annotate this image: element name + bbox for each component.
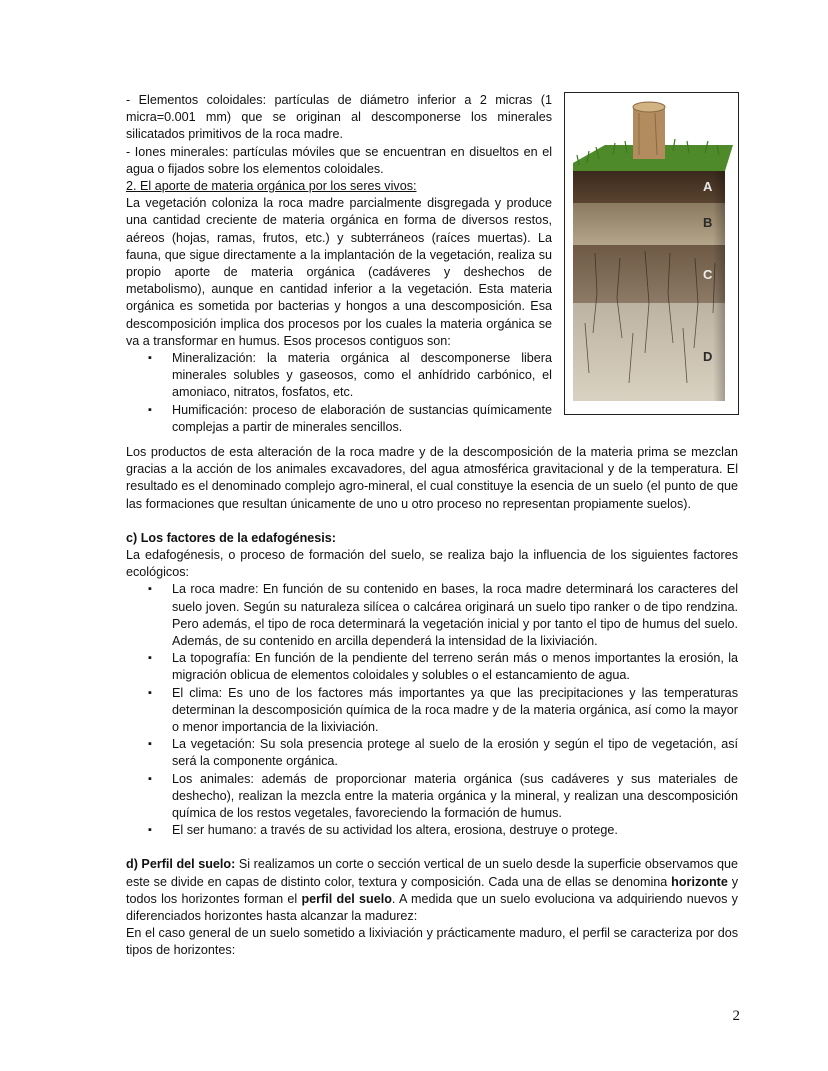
factores-intro: La edafogénesis, o proceso de formación del suelo, se realiza bajo la influencia de los siguientes factores ecológicos:: [126, 548, 738, 580]
horizon-label: C: [703, 267, 713, 282]
list-item: ▪ Los animales: además de proporcionar materia orgánica (sus cadáveres y sus materiales de deshecho), realizan la mezcla entre la materia orgánica y la mineral, y realizan una descomposición química de los restos vegetales, favoreciendo la formación de humus.: [126, 771, 738, 823]
productos-paragraph: Los productos de esta alteración de la roca madre y de la descomposición de la materia prima se mezclan gracias a la acción de los animales excavadores, del agua atmosférica gravitacional y de la temperatura. El resultado es el denominado complejo agro-mineral, el cual constituye la esencia de un suelo (el punto de que las formaciones que resultan únicamente de uno u otro proceso no representan propiamente suelos).: [126, 445, 738, 511]
list-item: ▪ El clima: Es uno de los factores más importantes ya que las precipitaciones y las temperaturas determinan la descomposición química de la roca madre y de la materia orgánica, así como la mayor o menor importancia de la lixiviación.: [126, 685, 738, 737]
list-item: ▪ Mineralización: la materia orgánica al descomponerse libera minerales solubles y gaseosos, como el anhídrido carbónico, el amoniaco, nitratos, fosfatos, etc.: [126, 350, 552, 402]
list-item: ▪ El ser humano: a través de su actividad los altera, erosiona, destruye o protege.: [126, 822, 738, 839]
list-item: ▪ La topografía: En función de la pendiente del terreno serán más o menos importantes la erosión, la migración oblicua de elementos coloidales y solubles o el estancamiento de agua.: [126, 650, 738, 684]
soil-profile-illustration: [565, 93, 738, 414]
top-text-column: [126, 92, 552, 436]
procesos-list: [126, 350, 552, 436]
horizonte-term: horizonte: [671, 874, 728, 889]
top-section: [126, 92, 738, 444]
soil-profile-figure: [564, 92, 739, 415]
document-page: [126, 92, 738, 960]
horizon-label: D: [703, 349, 713, 364]
aporte-paragraph: La vegetación coloniza la roca madre parcialmente disgregada y produce una cantidad creciente de materia orgánica en forma de diversos restos, aéreos (hojas, ramas, frutos, etc.) y subterráneos (raíces muertas). La fauna, que sigue directamente a la implantación de la vegetación, realiza su propio aporte de materia orgánica (cadáveres y deshechos de metabolismo), aunque en cantidad inferior a la vegetación. Esta materia orgánica es sometida por bacterias y hongos a una descomposición. Esa descomposición implica dos procesos por los cuales la materia orgánica se va a transformar en humus. Esos procesos contiguos son:: [126, 196, 552, 348]
iones-paragraph: - Iones minerales: partículas móviles que se encuentran en disueltos en el agua o fijados sobre los elementos coloidales.: [126, 144, 552, 176]
tree-stump: [633, 107, 665, 159]
perfil-text: . A medida que un suelo evoluciona va adquiriendo nuevos y diferenciados horizontes hasta alcanzar la madurez:: [126, 891, 738, 924]
perfil-heading: d) Perfil del suelo:: [126, 857, 236, 872]
factores-heading: [126, 530, 738, 547]
list-item: ▪ La roca madre: En función de su contenido en bases, la roca madre determinará los caracteres del suelo joven. Según su naturaleza silícea o calcárea originará un suelo tipo ranker o de tipo rendzina. Pero además, el tipo de roca determinará la vegetación inicial y por tanto el tipo de humus del suelo. Además, de su contenido en arcilla dependerá la intensidad de la lixiviación.: [126, 581, 738, 650]
factores-heading-text: c) Los factores de la edafogénesis:: [126, 530, 336, 545]
horizon-label: A: [703, 179, 713, 194]
list-item: ▪ Humificación: proceso de elaboración de sustancias químicamente complejas a partir de minerales sencillos.: [126, 402, 552, 436]
perfil-paragraph: [126, 856, 738, 925]
perfil-term: perfil del suelo: [301, 891, 392, 906]
aporte-heading: 2. El aporte de materia orgánica por los seres vivos:: [126, 179, 417, 194]
factores-list: [126, 581, 738, 839]
perfil-paragraph-2: En el caso general de un suelo sometido a lixiviación y prácticamente maduro, el perfil se caracteriza por dos tipos de horizontes:: [126, 926, 738, 958]
page-number: 2: [732, 1008, 740, 1024]
perfil-text: Si realizamos un corte o sección vertical de un suelo desde la superficie observamos que este se divide en capas de distinto color, textura y composición. Cada una de ellas se denomina: [126, 857, 739, 889]
coloidales-paragraph: - Elementos coloidales: partículas de diámetro inferior a 2 micras (1 micra=0.001 mm) que se originan al descomponerse los minerales silicatados primitivos de la roca madre.: [126, 93, 552, 142]
list-item: ▪ La vegetación: Su sola presencia protege al suelo de la erosión y según el tipo de vegetación, así será la componente orgánica.: [126, 736, 738, 770]
perfil-text: y todos los horizontes forman el: [126, 874, 738, 906]
horizon-label: B: [703, 215, 713, 230]
